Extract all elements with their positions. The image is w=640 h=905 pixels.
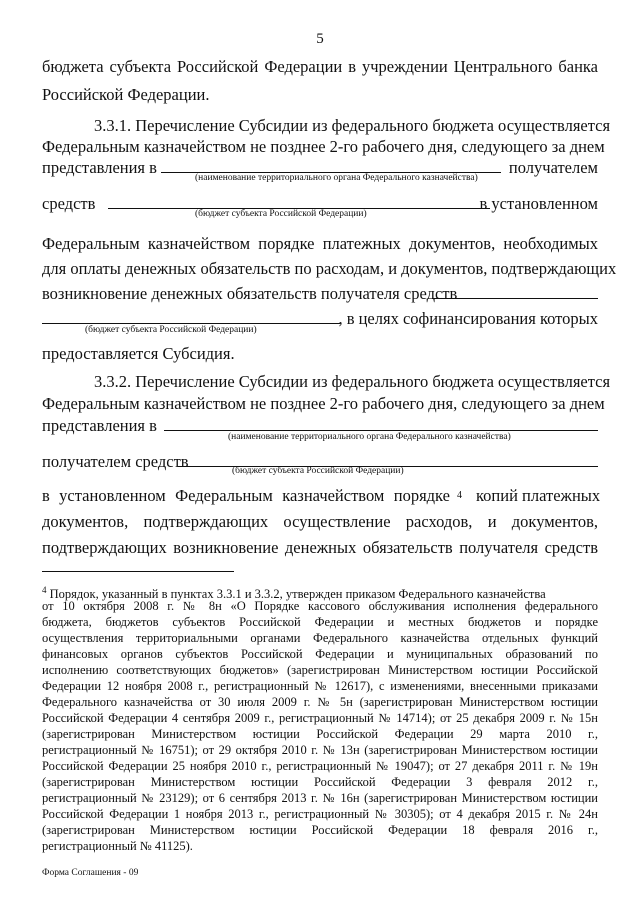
para331-line6: для оплаты денежных обязательств по расходам, и документов, подтверждающих — [42, 259, 617, 278]
para332-line5-text-b: копий платежных — [476, 486, 601, 505]
para331-line3-start: представления в — [42, 158, 157, 177]
footnote-line-14: регистрационный № 23129); от 6 сентября 2013 г. № 16н (зарегистрирован Министерством юстиции — [42, 791, 598, 805]
footnote-separator — [42, 571, 234, 572]
para332-line4-start: получателем средств — [42, 452, 189, 471]
para331-line9: предоставляется Субсидия. — [42, 344, 235, 363]
footnote-line-15: Российской Федерации 1 ноября 2013 г., регистрационный № 30305); от 4 декабря 2015 г. № 24н — [42, 807, 598, 821]
footnote-text-1: Порядок, указанный в пунктах 3.3.1 и 3.3.2, утвержден приказом Федерального казначейства — [49, 587, 546, 602]
footnote-line-3: бюджета, бюджетов субъектов Российской Федерации и местных бюджетов и порядке — [42, 615, 598, 629]
footnote-ref: 4 — [457, 490, 462, 501]
footnote-line-10: (зарегистрирован Министерством юстиции Российской Федерации 29 марта 2010 г., — [42, 727, 598, 741]
caption-region-budget-2: (бюджет субъекта Российской Федерации) — [85, 325, 257, 335]
para332-line5 — [42, 486, 601, 506]
para331-line4-end: в установленном — [479, 194, 598, 213]
caption-territorial-body-2: (наименование территориального органа Федерального казначейства) — [228, 432, 511, 442]
footnote-line-13: (зарегистрирован Министерством юстиции Российской Федерации 3 февраля 2012 г., — [42, 775, 598, 789]
caption-region-budget-3: (бюджет субъекта Российской Федерации) — [232, 466, 404, 476]
para332-line5-text-a: в установленном Федеральным казначейством порядке — [42, 486, 450, 505]
para331-line5: Федеральным казначейством порядке платежных документов, необходимых — [42, 234, 598, 253]
para332-line6: документов, подтверждающих осуществление расходов, и документов, — [42, 512, 598, 531]
page-number: 5 — [316, 31, 324, 47]
footnote-line-12: Российской Федерации 25 ноября 2010 г., регистрационный № 19047); от 27 декабря 2011 г. № 19н — [42, 759, 598, 773]
para332-line2: Федеральным казначейством не позднее 2-го рабочего дня, следующего за днем — [42, 394, 605, 413]
para331-line7 — [42, 284, 598, 304]
footnote-marker: 4 — [42, 585, 47, 595]
region-budget-blank — [108, 194, 490, 209]
footnote-line-9: Российской Федерации 4 сентября 2009 г., регистрационный № 14714); от 25 декабря 2009 г. № 15н — [42, 711, 598, 725]
para332-line5-a — [42, 486, 462, 506]
region-budget-blank-3 — [178, 452, 598, 467]
para332-line3-start: представления в — [42, 416, 157, 435]
para331-line3-end: получателем — [508, 158, 598, 177]
para1-line1: бюджета субъекта Российской Федерации в учреждении Центрального банка — [42, 57, 598, 76]
footnote-line-16: (зарегистрирован Министерством юстиции Российской Федерации 18 февраля 2016 г., — [42, 823, 598, 837]
footnote-line-17: регистрационный № 41125). — [42, 839, 193, 853]
territorial-body-blank-2 — [164, 416, 598, 431]
recipient-blank — [432, 284, 598, 299]
territorial-body-blank — [161, 158, 501, 173]
footnote-line-11: регистрационный № 16751); от 29 октября 2010 г. № 13н (зарегистрирован Министерством юстиции — [42, 743, 598, 757]
footnote-line-8: Федерального казначейства от 30 июля 2009 г. № 5н (зарегистрирован Министерством юстиции — [42, 695, 598, 709]
para331-line2: Федеральным казначейством не позднее 2-го рабочего дня, следующего за днем — [42, 137, 605, 156]
para332-line1: 3.3.2. Перечисление Субсидии из федерального бюджета осуществляется — [94, 372, 611, 391]
form-label: Форма Соглашения - 09 — [42, 868, 139, 878]
para332-line7: подтверждающих возникновение денежных обязательств получателя средств — [42, 538, 598, 557]
footnote-line-6: исполнению соответствующих бюджетов» (зарегистрирован Министерством юстиции Российской — [42, 663, 598, 677]
para331-line7-text: возникновение денежных обязательств получателя средств — [42, 284, 458, 303]
para1-line2: Российской Федерации. — [42, 85, 210, 104]
para331-line4-start: средств — [42, 194, 96, 213]
footnote-line-4: осуществления территориальными органами Федерального казначейства отдельных функций — [42, 631, 598, 645]
caption-territorial-body: (наименование территориального органа Федерального казначейства) — [195, 173, 478, 183]
para331-line8-end: , в целях софинансирования которых — [338, 309, 598, 328]
footnote-line-5: финансовых органов субъектов Российской Федерации и муниципальных образований по — [42, 647, 598, 661]
para331-line1: 3.3.1. Перечисление Субсидии из федерального бюджета осуществляется — [94, 116, 611, 135]
caption-region-budget: (бюджет субъекта Российской Федерации) — [195, 209, 367, 219]
footnote-line-7: Федерации 12 ноября 2008 г., регистрационный № 12617), с изменениями, внесенными приказами — [42, 679, 598, 693]
footnote-line-2: от 10 октября 2008 г. № 8н «О Порядке кассового обслуживания исполнения федерального — [42, 599, 598, 613]
region-budget-blank-2 — [42, 309, 340, 324]
